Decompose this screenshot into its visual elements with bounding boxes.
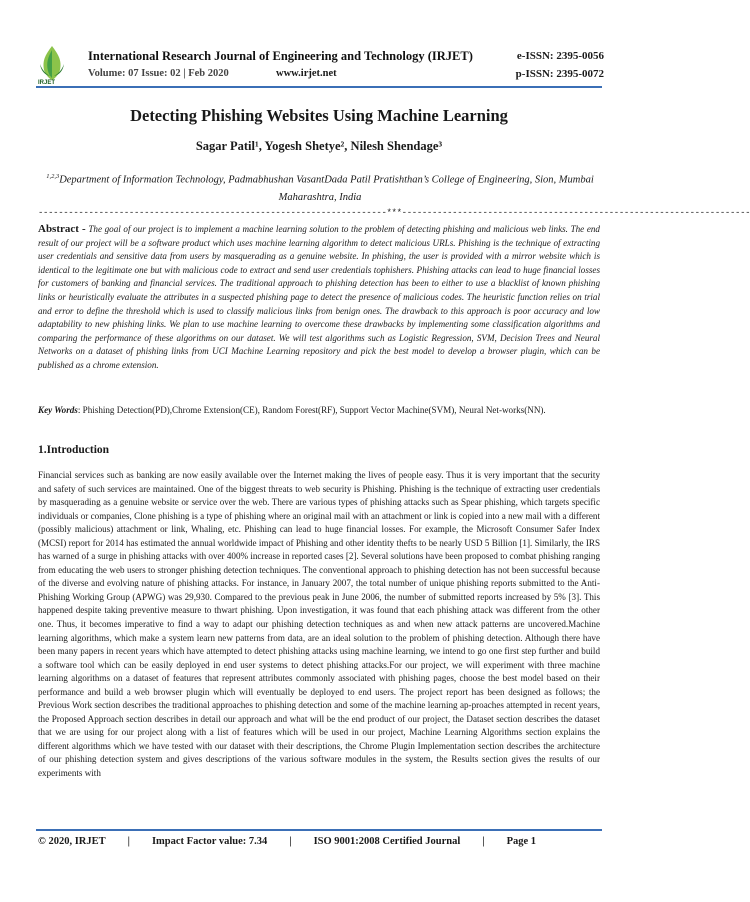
separator-line: ---------------------------------------------------------------------***--------------------------------------------------------------------- <box>38 208 750 218</box>
eissn: e-ISSN: 2395-0056 <box>516 50 604 62</box>
abstract-text: The goal of our project is to implement a machine learning solution to the problem of detecting phishing and malicious web links. The end result of our project will be a software product which uses machine learning algorithm to detect malicious URLs. Phishing is the technique of extracting user credentials and sensitive data from users by masquerading as a genuine website. In phishing, the user is provided with a mirror website which is identical to the legitimate one but with malicious code to extract and send user credentials tophishers. Phishing attacks can lead to huge financial losses for customers of banking and financial services. The traditional approach to phishing detection has been to either to use a blacklist of known phishing links or heuristically evaluate the attributes in a suspected phishing page to detect the presence of malicious codes. The heuristic function relies on trial and error to define the threshold which is used to classify malicious links from benign ones. The drawback to this approach is poor accuracy and low adaptability to new phishing links. We plan to use machine learning to overcome these drawbacks by implementing some classification algorithms and comparing the performance of these algorithms on our dataset. We will test algorithms such as Logistic Regression, SVM, Decision Trees and Neural Networks on a dataset of phishing links from UCI Machine Learning repository and pick the best model to develop a browser plugin, which can be published as a chrome extension. <box>38 224 600 370</box>
footer-separator: | <box>289 836 292 847</box>
paper-title: Detecting Phishing Websites Using Machine Learning <box>130 106 508 125</box>
logo-text: IRJET <box>38 80 56 86</box>
footer-impact-factor: Impact Factor value: 7.34 <box>151 836 268 847</box>
journal-title: International Research Journal of Engineering and Technology (IRJET) <box>88 49 473 63</box>
affiliation-text: Department of Information Technology, Padmabhushan VasantDada Patil Pratishthan’s College of Engineering, Sion, Mumbai Maharashtra, India <box>59 174 594 203</box>
footer-separator: | <box>482 836 485 847</box>
footer-copyright: © 2020, IRJET <box>38 836 106 847</box>
footer-rule <box>36 829 602 831</box>
keywords-label: Key Words <box>38 405 78 415</box>
keywords <box>38 404 600 418</box>
keywords-text: : Phishing Detection(PD),Chrome Extension(CE), Random Forest(RF), Support Vector Machine(SVM), Neural Net-works(NN). <box>77 405 546 415</box>
footer-page-number: Page 1 <box>506 836 537 847</box>
volume-issue: Volume: 07 Issue: 02 | Feb 2020 <box>88 68 229 79</box>
abstract <box>38 223 600 373</box>
footer-separator: | <box>127 836 130 847</box>
introduction-text: Financial services such as banking are now easily available over the Internet making the lives of people easy. Thus it is very important that the security and safety of such services are maintained. One of the biggest threats to web security is Phishing. Phishing is the technique of extracting user credentials by masquerading as a genuine website or service over the web. There are various types of phishing attacks such as Spear phishing, which targets specific individuals or companies, Clone phishing is a type of phishing where an original mail with an attachment or link is copied into a new mail with a different (possibly malicious) attachment or link, Whaling, etc. Phishing can lead to huge financial losses. For example, the Microsoft Consumer Safer Index (MCSI) report for 2014 has estimated the annual worldwide impact of Phishing and other identity thefts to be nearly USD 5 Billion [1]. Similarly, the IRS has warned of a surge in phishing attacks with over 400% increase in reported cases [2]. Several solutions have been proposed to combat phishing ranging from educating the web users to stronger phishing detection techniques. The conventional approach to phishing detection has not been successful because of the diverse and evolving nature of phishing attacks. For instance, in January 2007, the total number of unique phishing reports submitted to the Anti-Phishing Working Group (APWG) was 29,930. Compared to the previous peak in June 2006, the number of submitted reports increased by 5% [3]. This happened despite taking preventive measure to thwart phishing. Upon investigation, it was found that each phishing attack was different from the other one. Thus, it becomes imperative to find a way to adapt our phishing detection techniques as and when new attack patterns are uncovered.Machine learning algorithms, which make a system learn new patterns from data, are an ideal solution to the problem of phishing detection. Although there have been many papers in recent years which have attempted to detect phishing attacks using machine learning, we intend to go one first step further and build a software tool which can be easily deployed in end user systems to detect phishing attacks.For our project, we will experiment with three machine learning algorithms on a dataset of features that represent attributes commonly associated with phishing pages, choose the best model based on their performance and build a web browser plugin which will eventually be deployed to end users. The project report has been designed as follows; the Previous Work section describes the traditional approaches to phishing detection and some of the machine learning ap-proaches attempted in recent years, the Proposed Approach section describes in detail our approach and what will be the end product of our project, the Dataset section describes the dataset that we are using for our project along with a list of features which will be used in our project, Machine Learning Algorithms section explains the different algorithms which we have tested with our dataset with their descriptions, the Chrome Plugin Implementation section describes the architecture of our phishing detection system and gives descriptions of the various software modules in the system, the Results section gives the results of our experiments with <box>38 470 600 779</box>
footer <box>38 836 600 847</box>
authors: Sagar Patil¹, Yogesh Shetye², Nilesh Shendage³ <box>195 139 443 153</box>
section-heading: 1.Introduction <box>38 444 110 456</box>
affiliation-superscript: 1,2,3 <box>46 173 60 180</box>
abstract-label: Abstract - <box>38 223 86 235</box>
website-link[interactable]: www.irjet.net <box>276 68 337 79</box>
header-rule <box>36 86 602 88</box>
pissn: p-ISSN: 2395-0072 <box>515 68 604 80</box>
footer-iso: ISO 9001:2008 Certified Journal <box>313 836 461 847</box>
irjet-logo-icon <box>36 44 68 82</box>
affiliation <box>40 168 600 206</box>
